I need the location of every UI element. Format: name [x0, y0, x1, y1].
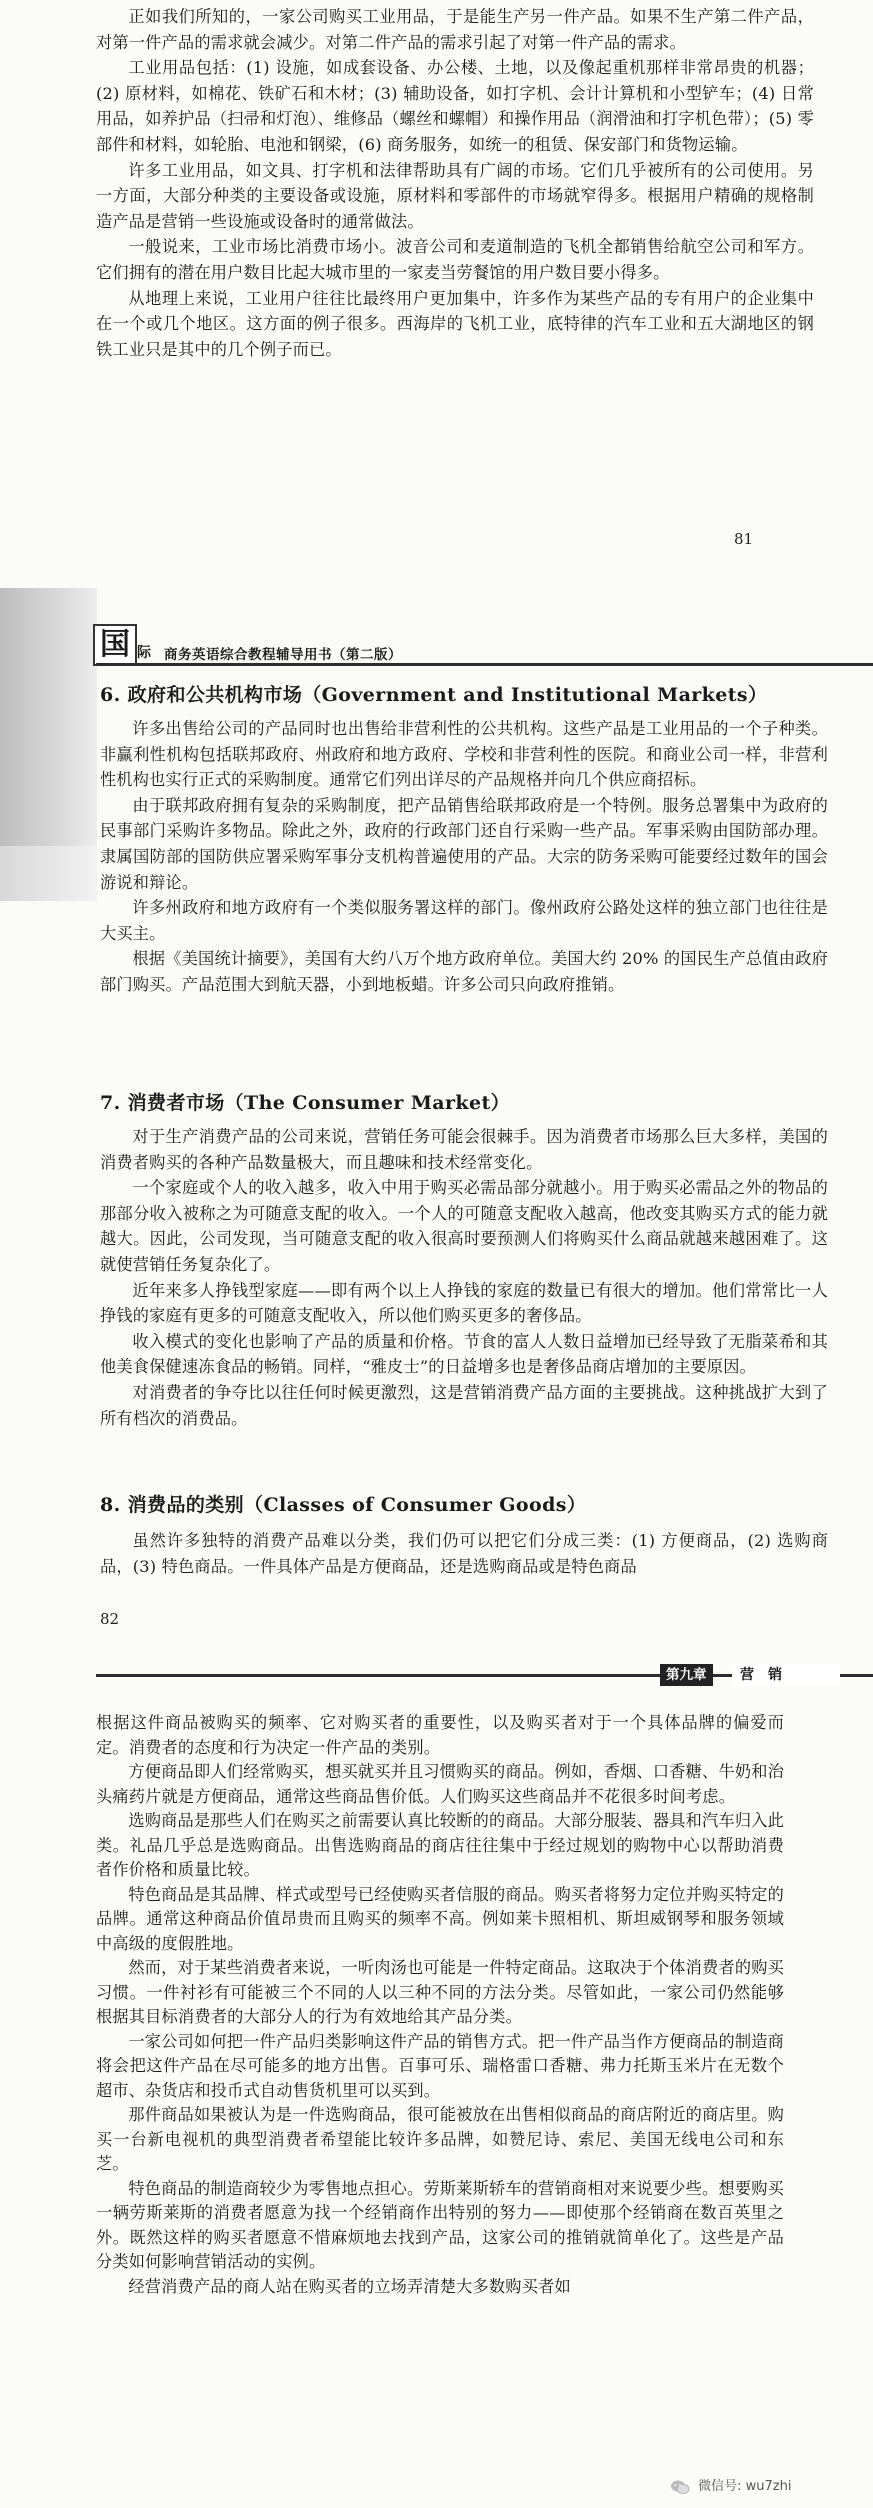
gray-margin-band [0, 588, 97, 846]
paragraph: 许多州政府和地方政府有一个类似服务署这样的部门。像州政府公路处这样的独立部门也往往是大买主。 [100, 898, 828, 943]
paragraph: 许多出售给公司的产品同时也出售给非营利性的公共机构。这些产品是工业用品的一个子种类。非赢利性机构包括联邦政府、州政府和地方政府、学校和非营利性的医院。和商业公司一样，非营利性机构也实行正式的采购制度。通常它们列出详尽的产品规格并向几个供应商招标。 [100, 719, 828, 790]
wechat-watermark [670, 2476, 791, 2498]
paragraph: 根据《美国统计摘要》，美国有大约八万个地方政府单位。美国大约 20% 的国民生产总值由政府部门购买。产品范围大到航天器，小到地板蜡。许多公司只向政府推销。 [100, 949, 828, 994]
paragraph: 一家公司如何把一件产品归类影响这件产品的销售方式。把一件产品当作方便商品的制造商将会把这件产品在尽可能多的地方出售。百事可乐、瑞格雷口香糖、弗力托斯玉米片在无数个超市、杂货店和投币式自动售货机里可以买到。 [96, 2031, 784, 2100]
paragraph: 方便商品即人们经常购买，想买就买并且习惯购买的商品。例如，香烟、口香糖、牛奶和治头痛药片就是方便商品，通常这些商品售价低。人们购买这些商品并不花很多时间考虑。 [96, 1762, 784, 1806]
paragraph: 正如我们所知的，一家公司购买工业用品，于是能生产另一件产品。如果不生产第二件产品，对第一件产品的需求就会减少。对第二件产品的需求引起了对第一件产品的需求。 [96, 7, 814, 52]
paragraph: 由于联邦政府拥有复杂的采购制度，把产品销售给联邦政府是一个特例。服务总署集中为政府的民事部门采购许多物品。除此之外，政府的行政部门还自行采购一些产品。军事采购由国防部办理。隶属国防部的国防供应署采购军事分支机构普遍使用的产品。大宗的防务采购可能要经过数年的国会游说和辩论。 [100, 795, 828, 892]
paragraph: 那件商品如果被认为是一件选购商品，很可能被放在出售相似商品的商店附近的商店里。购买一台新电视机的典型消费者希望能比较许多品牌，如赞尼诗、索尼、美国无线电公司和东芝。 [96, 2105, 784, 2173]
section-body [100, 1528, 828, 1579]
paragraph: 许多工业用品，如文具、打字机和法律帮助具有广阔的市场。它们几乎被所有的公司使用。另一方面，大部分种类的主要设备或设施，原材料和零部件的市场就窄得多。根据用户精确的规格制造产品是营销一些设施或设备时的通常做法。 [96, 160, 814, 231]
watermark-text: 微信号: wu7zhi [698, 2479, 792, 2494]
chapter-name: 营销 [732, 1664, 840, 1686]
book-logo-char: 国 [93, 624, 137, 666]
chapter-label: 第九章 [660, 1664, 713, 1686]
paragraph: 对消费者的争夺比以往任何时候更激烈，这是营销消费产品方面的主要挑战。这种挑战扩大到了所有档次的消费品。 [100, 1382, 828, 1428]
paragraph: 特色商品是其品牌、样式或型号已经使购买者信服的商品。购买者将努力定位并购买特定的品牌。通常这种商品价值昂贵而且购买的频率不高。例如莱卡照相机、斯坦威钢琴和服务领域中高级的度假胜地。 [96, 1884, 784, 1953]
paragraph: 一般说来，工业市场比消费市场小。波音公司和麦道制造的飞机全都销售给航空公司和军方。它们拥有的潜在用户数目比起大城市里的一家麦当劳餐馆的用户数目要小得多。 [96, 237, 814, 282]
paragraph: 根据这件商品被购买的频率、它对购买者的重要性，以及购买者对于一个具体品牌的偏爱而定。消费者的态度和行为决定一件产品的类别。 [96, 1713, 784, 1757]
section-heading: 6. 政府和公共机构市场（Government and Institutional Markets） [100, 684, 768, 706]
paragraph: 经营消费产品的商人站在购买者的立场弄清楚大多数购买者如 [128, 2276, 571, 2296]
paragraph: 然而，对于某些消费者来说，一听肉汤也可能是一件特定商品。这取决于个体消费者的购买习惯。一件衬衫有可能被三个不同的人以三种不同的方法分类。尽管如此，一家公司仍然能够根据其目标消费者的大部分人的行为有效地给其产品分类。 [96, 1958, 784, 2026]
page-83 [0, 1635, 873, 2508]
paragraph: 对于生产消费产品的公司来说，营销任务可能会很棘手。因为消费者市场那么巨大多样，美国的消费者购买的各种产品数量极大，而且趣味和技术经常变化。 [100, 1127, 828, 1172]
gray-margin-band [0, 846, 97, 901]
paragraph: 工业用品包括：(1) 设施，如成套设备、办公楼、土地，以及像起重机那样非常昂贵的机器；(2) 原材料，如棉花、铁矿石和木材；(3) 辅助设备，如打字机、会计计算机和小型铲车；(4) 日常用品，如养护品（扫帚和灯泡）、维修品（螺丝和螺帽）和操作用品（润滑油和打字机色带）；(5) 零部件和材料，如轮胎、电池和钢梁，(6) 商务服务，如统一的租赁、保安部门和货物运输。 [96, 58, 814, 154]
header-rule [96, 663, 873, 666]
paragraph: 从地理上来说，工业用户往往比最终用户更加集中，许多作为某些产品的专有用户的企业集中在一个或几个地区。这方面的例子很多。西海岸的飞机工业，底特律的汽车工业和五大湖地区的钢铁工业只是其中的几个例子而已。 [96, 288, 814, 359]
paragraph: 收入模式的变化也影响了产品的质量和价格。节食的富人人数日益增加已经导致了无脂菜希和其他美食保健速冻食品的畅销。同样，“雅皮士”的日益增多也是奢侈品商店增加的主要原因。 [100, 1331, 828, 1377]
book-logo-suffix: 际 [137, 645, 151, 661]
page-81-body [96, 4, 814, 362]
section-heading: 7. 消费者市场（The Consumer Market） [100, 1092, 511, 1114]
page-number: 82 [100, 1610, 120, 1628]
paragraph: 虽然许多独特的消费产品难以分类，我们仍可以把它们分成三类：(1) 方便商品，(2) 选购商品，(3) 特色商品。一件具体产品是方便商品，还是选购商品或是特色商品 [100, 1531, 828, 1576]
page-81 [0, 0, 873, 588]
section-body [100, 716, 828, 998]
page-83-body [96, 1711, 784, 2299]
section-body [100, 1124, 828, 1431]
section-heading: 8. 消费品的类别（Classes of Consumer Goods） [100, 1494, 587, 1516]
running-header-title: 商务英语综合教程辅导用书（第二版） [164, 647, 402, 663]
paragraph: 一个家庭或个人的收入越多，收入中用于购买必需品部分就越小。用于购买必需品之外的物品的那部分收入被称之为可随意支配的收入。一个人的可随意支配收入越高，他改变其购买方式的能力就越大。因此，公司发现，当可随意支配的收入很高时要预测人们将购买什么商品就越来越困难了。这就使营销任务复杂化了。 [100, 1178, 828, 1274]
paragraph: 选购商品是那些人们在购买之前需要认真比较断的的商品。大部分服装、器具和汽车归入此类。礼品几乎总是选购商品。出售选购商品的商店往往集中于经过规划的购物中心以帮助消费者作价格和质量比较。 [96, 1811, 784, 1879]
page-number: 81 [734, 530, 754, 548]
paragraph: 近年来多人挣钱型家庭——即有两个以上人挣钱的家庭的数量已有很大的增加。他们常常比一人挣钱的家庭有更多的可随意支配收入，所以他们购买更多的奢侈品。 [100, 1280, 828, 1326]
page-82 [0, 588, 873, 1635]
wechat-icon [670, 2479, 690, 2495]
paragraph: 特色商品的制造商较少为零售地点担心。劳斯莱斯轿车的营销商相对来说要少些。想要购买一辆劳斯莱斯的消费者愿意为找一个经销商作出特别的努力——即使那个经销商在数百英里之外。既然这样的购买者愿意不惜麻烦地去找到产品，这家公司的推销就简单化了。这些是产品分类如何影响营销活动的实例。 [96, 2178, 784, 2271]
